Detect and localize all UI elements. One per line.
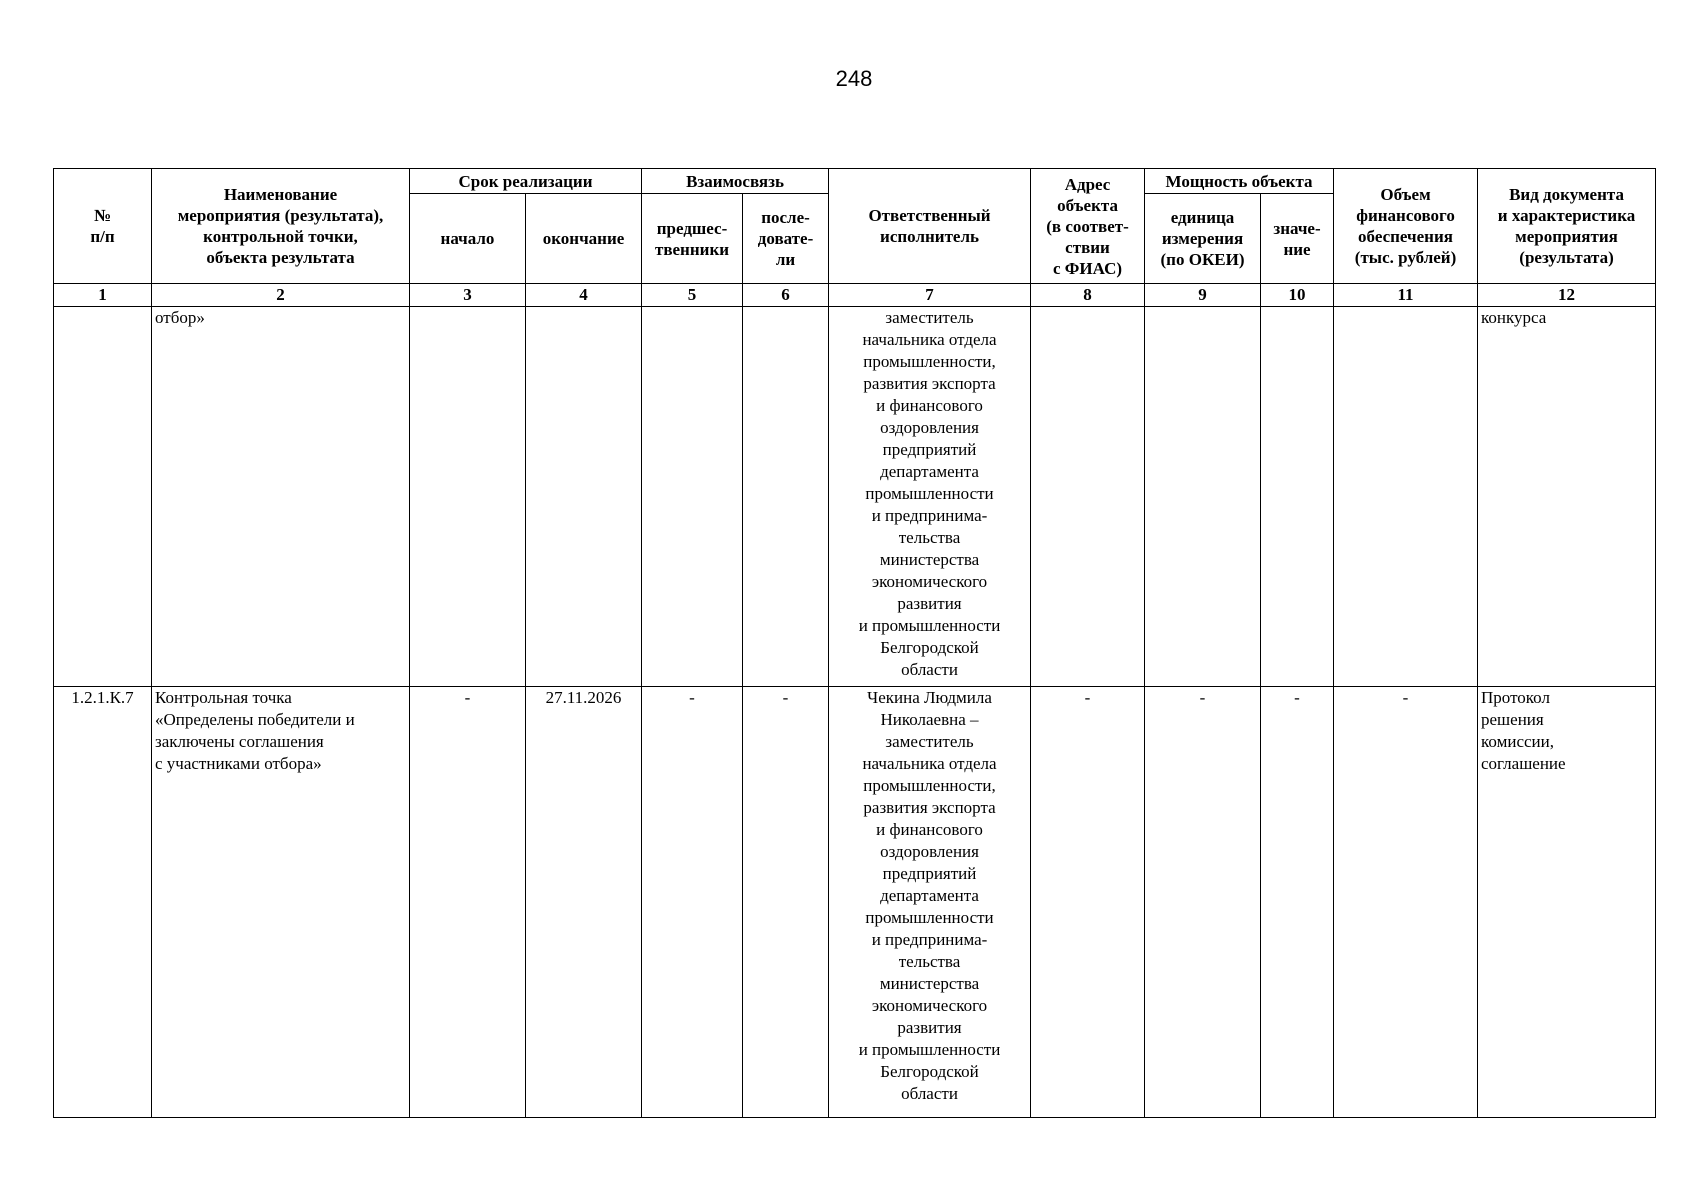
header-period: Срок реализации [410,169,642,194]
row-end-cell [526,307,642,687]
row-name-cell: отбор» [152,307,410,687]
header-relation: Взаимосвязь [642,169,829,194]
column-number: 9 [1145,284,1261,307]
page-number: 248 [835,66,873,91]
row-unit-cell [1145,307,1261,687]
row-responsible-cell: заместитель начальника отдела промышленности, развития экспорта и финансового оздоровления предприятий департамента промышленности и предпринима- тельства министерства экономического развития и промышленности Белгородской области [829,307,1031,687]
table-row [54,307,1656,687]
header-document: Вид документа и характеристика мероприятия (результата) [1478,169,1656,284]
header-predecessors: предшес- твенники [642,194,743,284]
column-number: 8 [1031,284,1145,307]
header-capacity: Мощность объекта [1145,169,1334,194]
row-start-cell: - [410,687,526,1118]
column-number: 12 [1478,284,1656,307]
table-row [54,687,1656,1118]
row-address-cell: - [1031,687,1145,1118]
row-successors-cell [743,307,829,687]
row-predecessors-cell [642,307,743,687]
header-num: № п/п [54,169,152,284]
row-funding-cell [1334,307,1478,687]
column-number: 5 [642,284,743,307]
row-num-cell: 1.2.1.К.7 [54,687,152,1118]
row-value-cell: - [1261,687,1334,1118]
header-end: окончание [526,194,642,284]
header-successors: после- довате- ли [743,194,829,284]
row-document-cell: конкурса [1478,307,1656,687]
header-responsible: Ответственный исполнитель [829,169,1031,284]
row-document-cell: Протокол решения комиссии, соглашение [1478,687,1656,1118]
row-funding-cell: - [1334,687,1478,1118]
header-name: Наименование мероприятия (результата), контрольной точки, объекта результата [152,169,410,284]
row-successors-cell: - [743,687,829,1118]
header-address: Адрес объекта (в соответ- ствии с ФИАС) [1031,169,1145,284]
column-number: 10 [1261,284,1334,307]
row-responsible-cell: Чекина Людмила Николаевна – заместитель начальника отдела промышленности, развития экспорта и финансового оздоровления предприятий департамента промышленности и предпринима- тельства министерства экономического развития и промышленности Белгородской области [829,687,1031,1118]
row-name-cell: Контрольная точка «Определены победители и заключены соглашения с участниками отбора» [152,687,410,1118]
row-num-cell [54,307,152,687]
row-start-cell [410,307,526,687]
row-unit-cell: - [1145,687,1261,1118]
column-number: 6 [743,284,829,307]
column-number: 4 [526,284,642,307]
row-address-cell [1031,307,1145,687]
plan-table [53,168,1656,1118]
row-value-cell [1261,307,1334,687]
column-number: 2 [152,284,410,307]
column-number-row [54,284,1656,307]
row-end-cell: 27.11.2026 [526,687,642,1118]
column-number: 3 [410,284,526,307]
header-value: значе- ние [1261,194,1334,284]
header-start: начало [410,194,526,284]
column-number: 7 [829,284,1031,307]
header-unit: единица измерения (по ОКЕИ) [1145,194,1261,284]
column-number: 1 [54,284,152,307]
column-number: 11 [1334,284,1478,307]
header-funding: Объем финансового обеспечения (тыс. рублей) [1334,169,1478,284]
row-predecessors-cell: - [642,687,743,1118]
